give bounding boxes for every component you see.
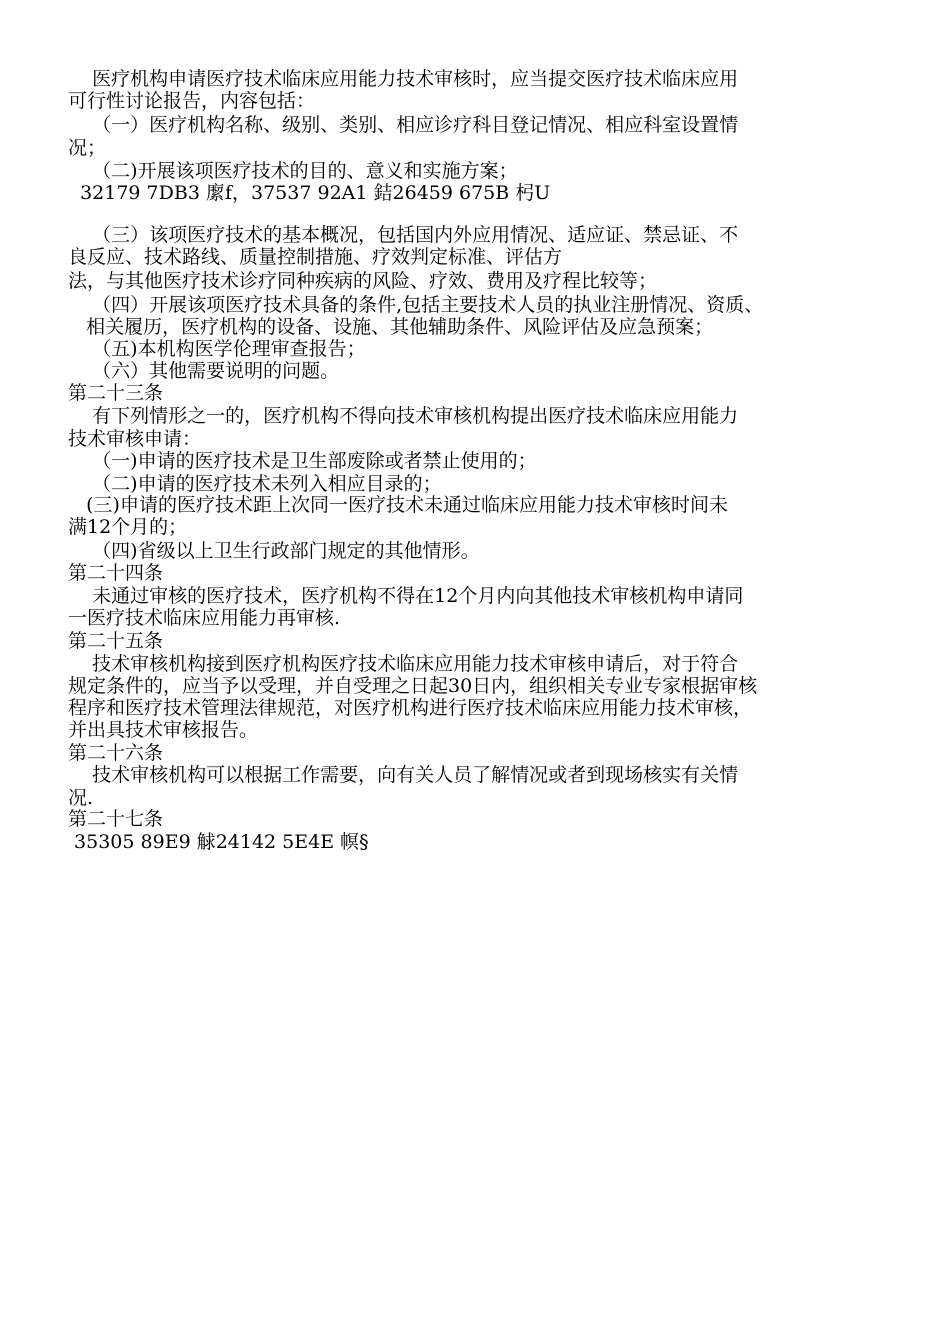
article-heading: 第二十三条	[68, 382, 164, 404]
text-line: 技术审核机构可以根据工作需要，向有关人员了解情况或者到现场核实有关情	[68, 764, 739, 786]
text-line: （二)申请的医疗技术未列入相应目录的；	[68, 473, 442, 495]
article-heading: 第二十四条	[68, 562, 164, 584]
article-heading: 第二十五条	[68, 630, 164, 652]
text-line: 况；	[68, 137, 107, 159]
garbled-text-line: 32179 7DB3 緳f，37537 92A1 銡26459 675B 杛U	[68, 182, 551, 204]
article-heading: 第二十六条	[68, 742, 164, 764]
text-line: （四）开展该项医疗技术具备的条件,包括主要技术人员的执业注册情况、资质、	[68, 294, 764, 316]
text-line: （五)本机构医学伦理审查报告；	[68, 338, 366, 360]
text-line: (三)申请的医疗技术距上次同一医疗技术未通过临床应用能力技术审核时间未	[68, 494, 728, 516]
text-line: （四)省级以上卫生行政部门规定的其他情形。	[68, 540, 480, 562]
text-line: （二)开展该项医疗技术的目的、意义和实施方案；	[68, 160, 518, 182]
text-line: 况.	[68, 787, 94, 809]
text-line: 法，与其他医疗技术诊疗同种疾病的风险、疗效、费用及疗程比较等；	[68, 270, 658, 292]
text-line: 可行性讨论报告，内容包括：	[68, 90, 316, 112]
text-line: 满12个月的；	[68, 516, 188, 538]
text-line: 一医疗技术临床应用能力再审核.	[68, 607, 341, 629]
text-line: （三）该项医疗技术的基本概况，包括国内外应用情况、适应证、禁忌证、不	[68, 224, 739, 246]
text-line: （一)申请的医疗技术是卫生部废除或者禁止使用的；	[68, 450, 537, 472]
article-heading: 第二十七条	[68, 808, 164, 830]
text-line: 规定条件的，应当予以受理，并自受理之日起30日内，组织相关专业专家根据审核	[68, 675, 758, 697]
garbled-text-line: 35305 89E9 觩24142 5E4E 幎§	[68, 831, 369, 853]
text-line: 技术审核申请：	[68, 428, 202, 450]
text-line: 医疗机构申请医疗技术临床应用能力技术审核时，应当提交医疗技术临床应用	[68, 68, 739, 90]
text-line: 良反应、技术路线、质量控制措施、疗效判定标准、评估方	[68, 246, 563, 268]
text-line: 未通过审核的医疗技术，医疗机构不得在12个月内向其他技术审核机构申请同	[68, 585, 744, 607]
text-line: （一）医疗机构名称、级别、类别、相应诊疗科目登记情况、相应科室设置情	[68, 114, 739, 136]
text-line: 并出具技术审核报告。	[68, 719, 259, 741]
text-line: （六）其他需要说明的问题。	[68, 360, 340, 382]
text-line: 有下列情形之一的，医疗机构不得向技术审核机构提出医疗技术临床应用能力	[68, 405, 739, 427]
text-line: 技术审核机构接到医疗机构医疗技术临床应用能力技术审核申请后，对于符合	[68, 653, 739, 675]
text-line: 相关履历，医疗机构的设备、设施、其他辅助条件、风险评估及应急预案；	[68, 316, 714, 338]
text-line: 程序和医疗技术管理法律规范，对医疗机构进行医疗技术临床应用能力技术审核，	[68, 697, 753, 719]
